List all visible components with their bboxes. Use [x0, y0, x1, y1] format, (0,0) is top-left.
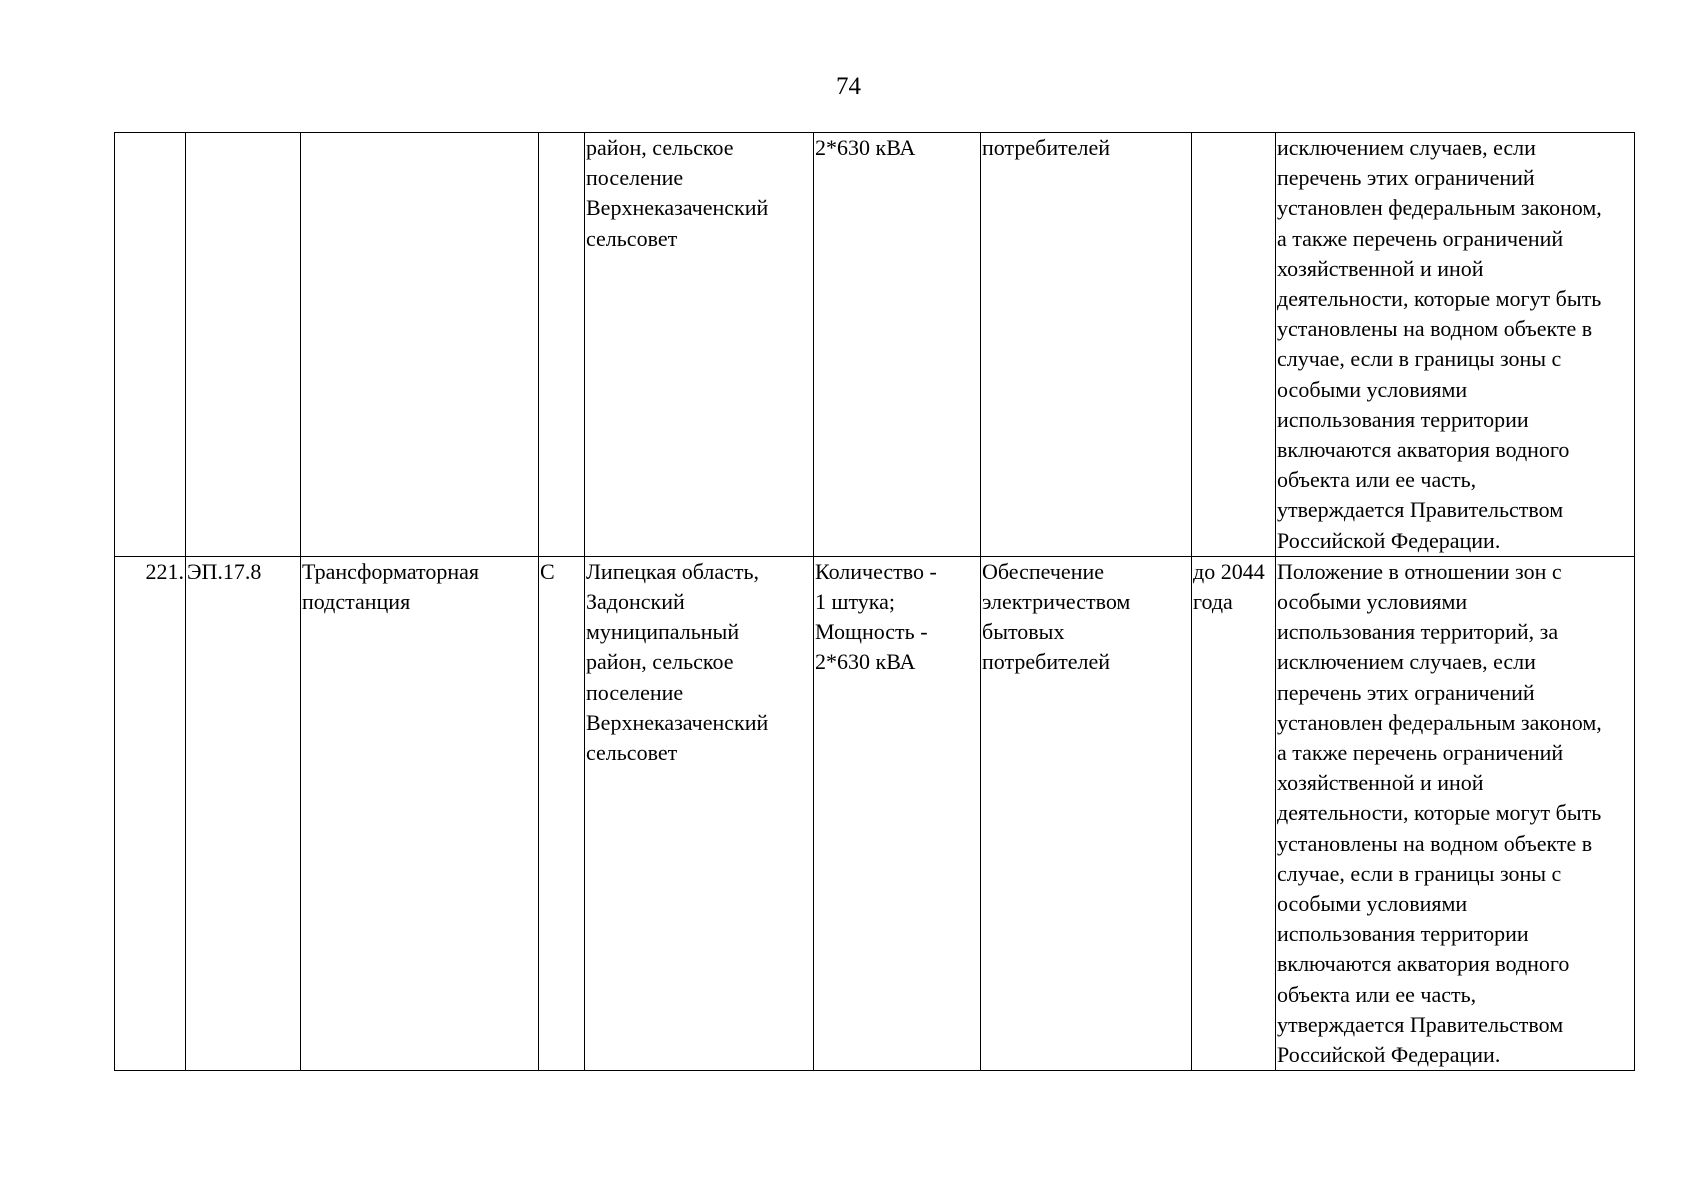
table-row — [115, 133, 1635, 557]
object-code-cell: ЭП.17.8 — [186, 556, 301, 1070]
purpose-cell: потребителей — [981, 133, 1192, 557]
term-cell — [1192, 133, 1276, 557]
object-code-cell — [186, 133, 301, 557]
row-number-cell: 221. — [115, 556, 186, 1070]
object-name-cell: Трансформаторная подстанция — [301, 556, 539, 1070]
purpose-cell: Обеспечение электричеством бытовых потребителей — [981, 556, 1192, 1070]
object-name-cell — [301, 133, 539, 557]
zone-restrictions-cell: Положение в отношении зон с особыми условиями использования территорий, за исключением случаев, если перечень этих ограничений установлен федеральным законом, а также перечень ограничений хозяйственной и иной деятельности, которые могут быть установлены на водном объекте в случае, если в границы зоны с особыми условиями использования территории включаются акватория водного объекта или ее часть, утверждается Правительством Российской Федерации. — [1276, 556, 1635, 1070]
row-number-cell — [115, 133, 186, 557]
characteristics-cell: Количество - 1 штука; Мощность - 2*630 кВА — [814, 556, 981, 1070]
status-cell — [539, 133, 585, 557]
location-cell: Липецкая область, Задонский муниципальный район, сельское поселение Верхнеказаченский сельсовет — [585, 556, 814, 1070]
page-number: 74 — [836, 73, 861, 100]
characteristics-cell: 2*630 кВА — [814, 133, 981, 557]
registry-table — [114, 132, 1635, 1071]
status-cell: С — [539, 556, 585, 1070]
term-cell: до 2044 года — [1192, 556, 1276, 1070]
location-cell: район, сельское поселение Верхнеказаченский сельсовет — [585, 133, 814, 557]
zone-restrictions-cell: исключением случаев, если перечень этих ограничений установлен федеральным законом, а также перечень ограничений хозяйственной и иной деятельности, которые могут быть установлены на водном объекте в случае, если в границы зоны с особыми условиями использования территории включаются акватория водного объекта или ее часть, утверждается Правительством Российской Федерации. — [1276, 133, 1635, 557]
table-row — [115, 556, 1635, 1070]
